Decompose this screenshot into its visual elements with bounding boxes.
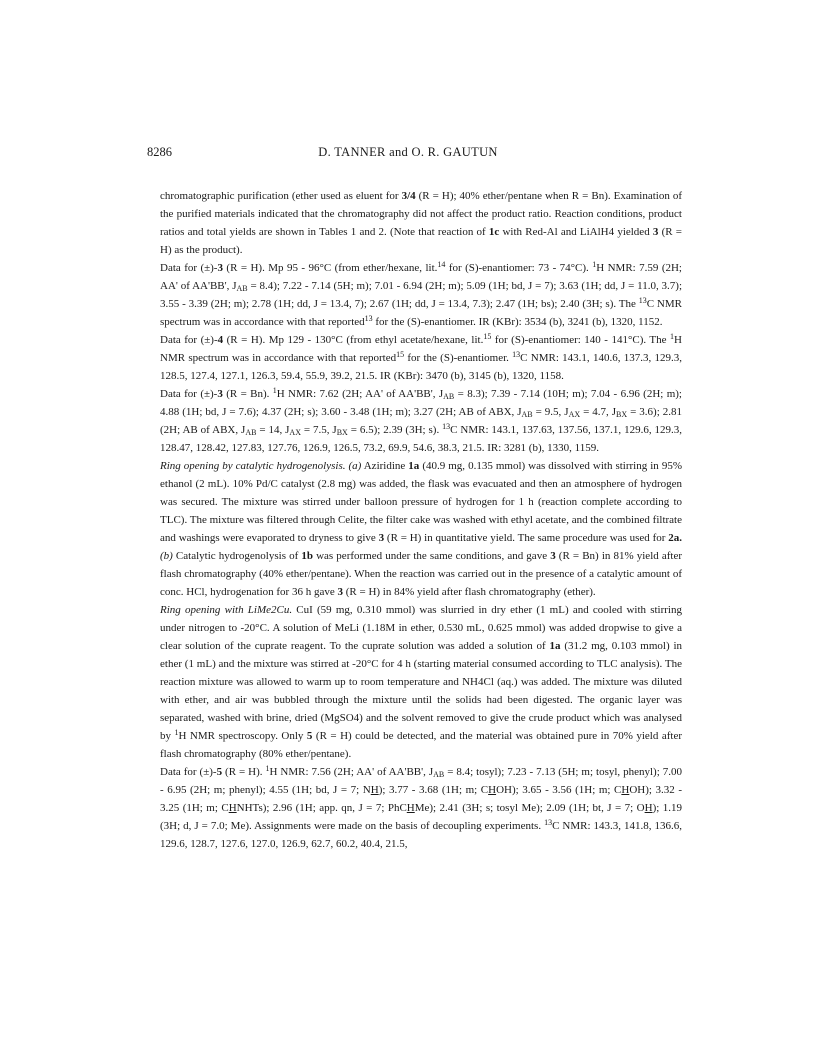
paragraph-data-3-bn: Data for (±)-3 (R = Bn). $^1$H NMR: 7.62 (2H; AA' of AA'BB', $J_{AB} = 8.3$); 7.39 - 7.14 (10H; m); 7.04 - 6.96 (2H; m); 4.88 (1H; bd, J = 7.6); 4.37 (2H; s); 3.60 - 3.48 (1H; m); 3.27 (2H; AB of ABX, $J_{AB} = 9.5$, $J_{AX} = 4.7$, $J_{BX} = 3.6$); 2.81 (2H; AB of ABX, $J_{AB} = 14$, $J_{AX} = 7.5$, $J_{BX} = 6.5$); 2.39 (3H; s). $^{13}$C NMR: 143.1, 137.63, 137.56, 137.1, 129.6, 129.3, 128.47, 128.42, 127.83, 127.76, 126.9, 126.5, 73.2, 69.9, 54.6, 38.3, 21.5. IR: 3281 (b), 1330, 1159. [160,386,682,454]
paragraph-data-5-h: Data for (±)-5 (R = H). $^1$H NMR: 7.56 (2H; AA' of AA'BB', $J_{AB} = 8.4$; tosyl); 7.23 - 7.13 (5H; m; tosyl, phenyl); 7.00 - 6.95 (2H; m; phenyl); 4.55 (1H; bd, J = 7; NH); 3.77 - 3.68 (1H; m; CHOH); 3.65 - 3.56 (1H; m; CHOH); 3.32 - 3.25 (1H; m; CHNHTs); 2.96 (1H; app. qn, J = 7; PhCHMe); 2.41 (3H; s; tosyl Me); 2.09 (1H; bt, J = 7; OH); 1.19 (3H; d, J = 7.0; Me). Assignments were made on the basis of decoupling experiments. $^{13}$C NMR: 143.3, 141.8, 136.6, 129.6, 128.7, 127.6, 127.0, 126.9, 62.7, 60.2, 40.4, 21.5, [160,764,682,850]
page-header [0,145,816,165]
page-number: 8286 [147,145,172,159]
paragraph-data-4-h: Data for (±)-4 (R = H). Mp 129 - 130°C (from ethyl acetate/hexane, lit.$^{15}$ for (S)-enantiomer: 140 - 141°C). The $^1$H NMR spectrum was in accordance with that reported$^{15}$ for the (S)-enantiomer. $^{13}$C NMR: 143.1, 140.6, 137.3, 129.3, 128.5, 127.4, 127.1, 126.3, 59.4, 55.9, 39.2, 21.5. IR (KBr): 3470 (b), 3145 (b), 1320, 1158. [160,332,682,382]
body-text [160,187,682,853]
paragraph-cuprate: Ring opening with LiMe2Cu. CuI (59 mg, 0.310 mmol) was slurried in dry ether (1 mL) and cooled with stirring under nitrogen to -20°C. A solution of MeLi (1.18M in ether, 0.530 mL, 0.625 mmol) was added dropwise to give a clear solution of the cuprate reagent. To the cuprate solution was added a solution of 1a (31.2 mg, 0.103 mmol) in ether (1 mL) and the mixture was stirred at -20°C for 4 h (starting material consumed according to TLC analysis). The reaction mixture was allowed to warm up to room temperature and NH4Cl (aq.) was added. The mixture was diluted with ether, and air was bubbled through the mixture until the solids had been digested. The organic layer was separated, washed with brine, dried (MgSO4) and the solvent removed to give the crude product which was analysed by $^1$H NMR spectroscopy. Only 5 (R = H) could be detected, and the material was obtained pure in 70% yield after flash chromatography (80% ether/pentane). [160,604,682,760]
paragraph-data-3-h: Data for (±)-3 (R = H). Mp 95 - 96°C (from ether/hexane, lit.$^{14}$ for (S)-enantiomer: 73 - 74°C). $^1$H NMR: 7.59 (2H; AA' of AA'BB', $J_{AB} = 8.4$); 7.22 - 7.14 (5H; m); 7.01 - 6.94 (2H; m); 5.09 (1H; bd, J = 7); 3.63 (1H; dd, J = 11.0, 3.7); 3.55 - 3.39 (2H; m); 2.78 (1H; dd, J = 13.4, 7); 2.67 (1H; dd, J = 13.4, 7.3); 2.47 (1H; bs); 2.40 (3H; s). The $^{13}$C NMR spectrum was in accordance with that reported$^{13}$ for the (S)-enantiomer. IR (KBr): 3534 (b), 3241 (b), 1320, 1152. [160,260,683,328]
paragraph-chromatography: chromatographic purification (ether used as eluent for 3/4 (R = H); 40% ether/pentane when R = Bn). Examination of the purified materials indicated that the chromatography did not affect the product ratio. Reaction conditions, product ratios and total yields are shown in Tables 1 and 2. (Note that reaction of 1c with Red-Al and LiAlH4 yielded 3 (R = H) as the product). [160,190,682,256]
running-head: D. TANNER and O. R. GAUTUN [318,145,498,159]
paragraph-hydrogenolysis: Ring opening by catalytic hydrogenolysis. (a) Aziridine 1a (40.9 mg, 0.135 mmol) was dissolved with stirring in 95% ethanol (2 mL). 10% Pd/C catalyst (2.8 mg) was added, the flask was evacuated and then an atmosphere of hydrogen was secured. The mixture was stirred under balloon pressure of hydrogen for 1 h (reaction complete according to TLC). The mixture was filtered through Celite, the filter cake was washed with ethyl acetate, and the combined filtrate and washings were evaporated to dryness to give 3 (R = H) in quantitative yield. The same procedure was used for 2a. (b) Catalytic hydrogenolysis of 1b was performed under the same conditions, and gave 3 (R = Bn) in 81% yield after flash chromatography (40% ether/pentane). When the reaction was carried out in the presence of a catalytic amount of conc. HCl, hydrogenation for 36 h gave 3 (R = H) in 84% yield after flash chromatography (ether). [160,460,683,598]
